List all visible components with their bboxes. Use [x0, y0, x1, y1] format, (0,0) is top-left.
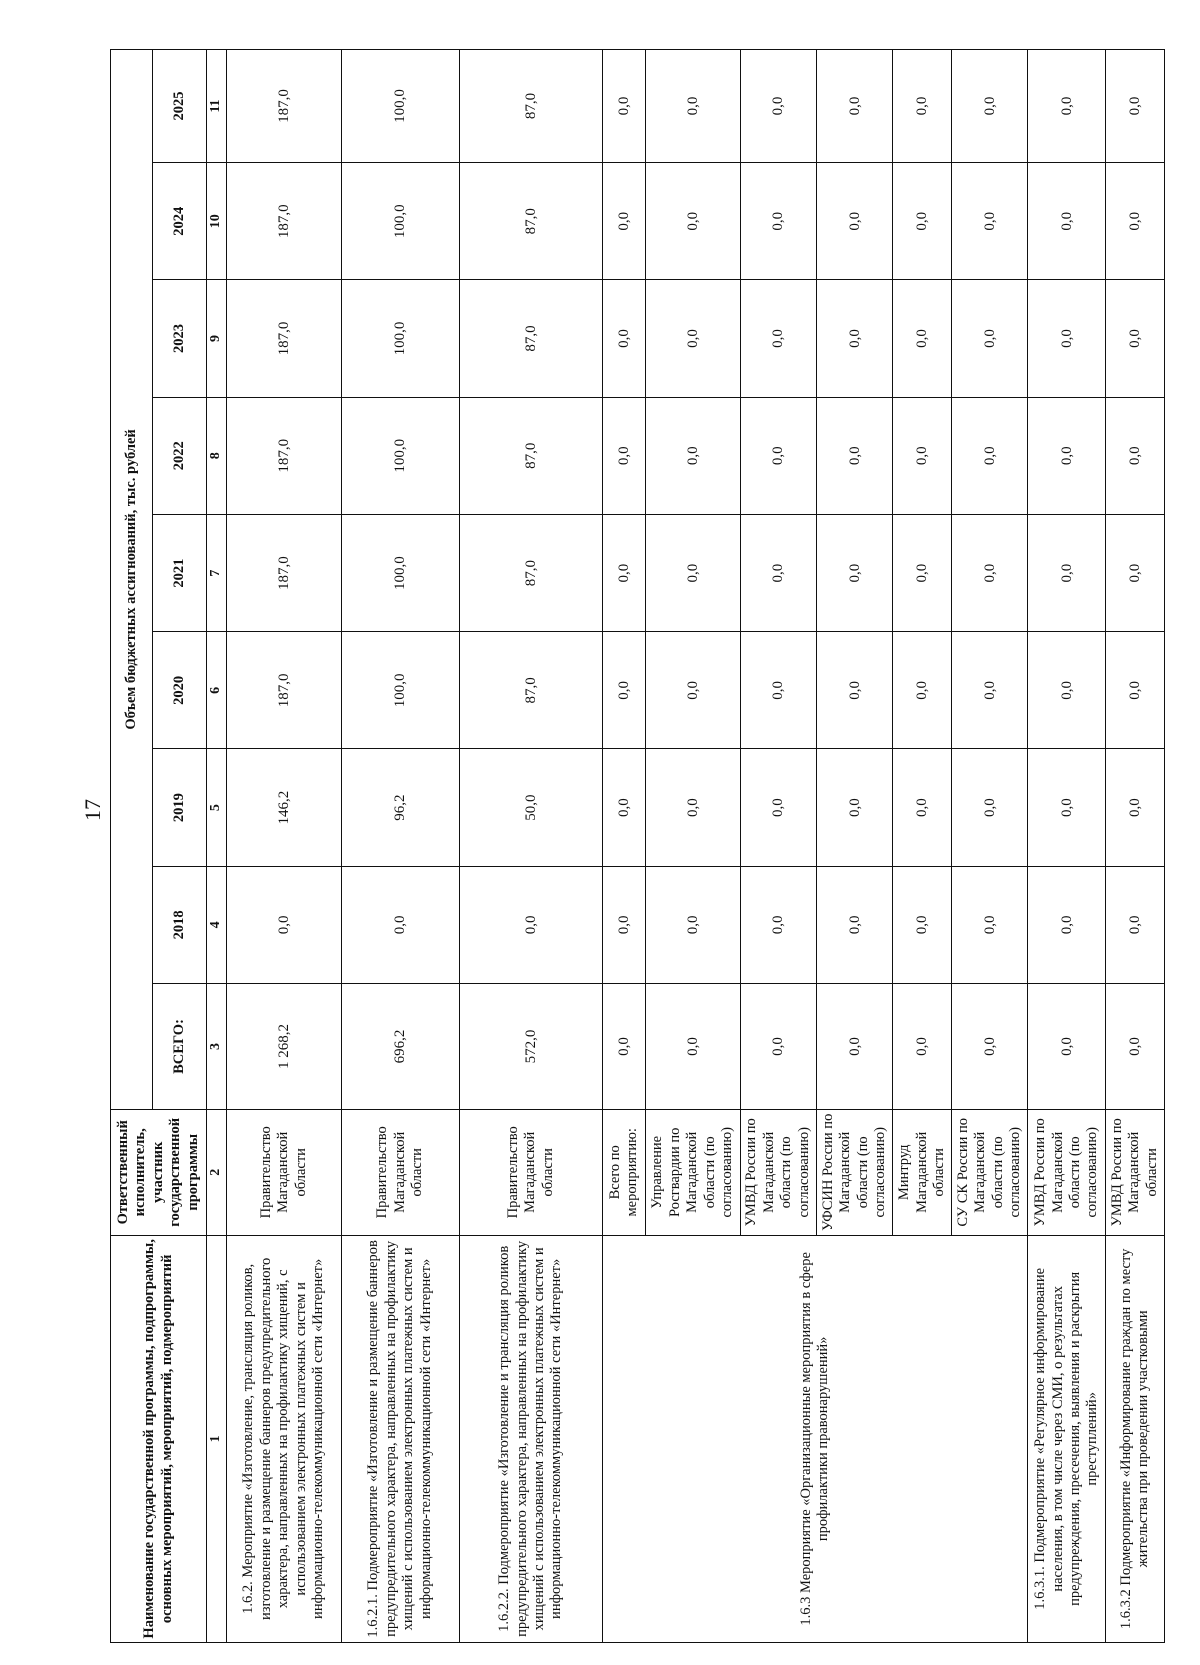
cell-value: 100,0: [341, 280, 459, 397]
cell-total: 0,0: [1106, 984, 1165, 1110]
header-year: 2023: [153, 280, 207, 397]
cell-total: 572,0: [459, 984, 603, 1110]
row-responsible: УМВД России по Магаданской области (по согласованию): [1028, 1109, 1106, 1235]
cell-value: 100,0: [341, 514, 459, 631]
cell-value: 0,0: [646, 514, 740, 631]
header-year: 2020: [153, 632, 207, 749]
col-index: 5: [207, 749, 227, 866]
cell-value: 0,0: [1106, 280, 1165, 397]
row-responsible: УМВД России по Магаданской области (по согласованию): [740, 1109, 816, 1235]
cell-value: 0,0: [1106, 163, 1165, 280]
cell-value: 0,0: [1028, 280, 1106, 397]
cell-value: 0,0: [459, 866, 603, 983]
cell-value: 0,0: [740, 397, 816, 514]
cell-value: 0,0: [1106, 866, 1165, 983]
cell-total: 696,2: [341, 984, 459, 1110]
header-total: ВСЕГО:: [153, 984, 207, 1110]
cell-value: 0,0: [1028, 749, 1106, 866]
cell-value: 0,0: [816, 50, 892, 163]
col-index: 10: [207, 163, 227, 280]
cell-value: 0,0: [816, 163, 892, 280]
cell-value: 0,0: [1106, 397, 1165, 514]
col-index: 9: [207, 280, 227, 397]
cell-total: 0,0: [893, 984, 952, 1110]
header-responsible: Ответственный исполнитель, участник государственной программы: [111, 1109, 207, 1235]
page-number: 17: [80, 799, 105, 821]
cell-value: 0,0: [952, 280, 1028, 397]
row-name: 1.6.2. Мероприятие «Изготовление, трансляция роликов, изготовление и размещение баннеров предупредительного характера, направленных на профилактику хищений, с использованием электронных платежных систем и информационно-телекоммуникационной сети «Интернет»: [227, 1235, 342, 1642]
cell-value: 100,0: [341, 50, 459, 163]
row-responsible: Управление Росгвардии по Магаданской области (по согласованию): [646, 1109, 740, 1235]
cell-total: 0,0: [740, 984, 816, 1110]
cell-value: 0,0: [1106, 50, 1165, 163]
cell-value: 0,0: [952, 632, 1028, 749]
table-row: [459, 50, 603, 1643]
col-index: 2: [207, 1109, 227, 1235]
cell-value: 0,0: [603, 50, 646, 163]
cell-total: 0,0: [1028, 984, 1106, 1110]
cell-value: 0,0: [227, 866, 342, 983]
cell-value: 0,0: [816, 749, 892, 866]
header-year: 2018: [153, 866, 207, 983]
cell-value: 0,0: [1028, 866, 1106, 983]
col-index: 4: [207, 866, 227, 983]
cell-value: 0,0: [646, 50, 740, 163]
row-name: 1.6.3.1. Подмероприятие «Регулярное информирование населения, в том числе через СМИ, о результатах предупреждения, пресечения, выявления и раскрытия преступлений»: [1028, 1235, 1106, 1642]
row-name: 1.6.3 Мероприятие «Организационные мероприятия в сфере профилактики правонарушений»: [603, 1235, 1028, 1642]
header-year: 2022: [153, 397, 207, 514]
cell-value: 0,0: [893, 50, 952, 163]
cell-total: 0,0: [952, 984, 1028, 1110]
cell-total: 0,0: [646, 984, 740, 1110]
cell-value: 146,2: [227, 749, 342, 866]
cell-value: 0,0: [816, 632, 892, 749]
cell-value: 187,0: [227, 514, 342, 631]
cell-value: 0,0: [816, 866, 892, 983]
cell-value: 87,0: [459, 280, 603, 397]
row-responsible: Правительство Магаданской области: [227, 1109, 342, 1235]
table-row: [341, 50, 459, 1643]
cell-value: 100,0: [341, 163, 459, 280]
cell-value: 0,0: [603, 632, 646, 749]
cell-value: 0,0: [341, 866, 459, 983]
cell-value: 87,0: [459, 632, 603, 749]
table-row: [603, 50, 646, 1643]
cell-value: 0,0: [740, 280, 816, 397]
cell-value: 0,0: [816, 280, 892, 397]
header-name: Наименование государственной программы, подпрограммы, основных мероприятий, мероприятий, подмероприятий: [111, 1235, 207, 1642]
cell-value: 87,0: [459, 514, 603, 631]
header-budget: Объем бюджетных ассигнований, тыс. рублей: [111, 50, 153, 1110]
row-responsible: Правительство Магаданской области: [341, 1109, 459, 1235]
cell-value: 0,0: [952, 50, 1028, 163]
cell-value: 0,0: [893, 163, 952, 280]
cell-value: 0,0: [740, 749, 816, 866]
cell-value: 0,0: [603, 397, 646, 514]
cell-value: 0,0: [1028, 163, 1106, 280]
cell-value: 0,0: [646, 397, 740, 514]
cell-value: 187,0: [227, 397, 342, 514]
cell-value: 0,0: [1106, 632, 1165, 749]
row-responsible: Минтруд Магаданской области: [893, 1109, 952, 1235]
col-index: 7: [207, 514, 227, 631]
table-row: [1106, 50, 1165, 1643]
cell-value: 50,0: [459, 749, 603, 866]
cell-value: 0,0: [1028, 50, 1106, 163]
cell-value: 0,0: [603, 749, 646, 866]
cell-value: 187,0: [227, 163, 342, 280]
cell-value: 0,0: [603, 280, 646, 397]
header-year: 2021: [153, 514, 207, 631]
cell-value: 0,0: [603, 866, 646, 983]
header-year: 2024: [153, 163, 207, 280]
cell-value: 0,0: [646, 163, 740, 280]
header-year: 2025: [153, 50, 207, 163]
cell-value: 0,0: [952, 749, 1028, 866]
cell-value: 96,2: [341, 749, 459, 866]
cell-value: 0,0: [952, 514, 1028, 631]
cell-value: 0,0: [646, 866, 740, 983]
row-name: 1.6.2.2. Подмероприятие «Изготовление и трансляция роликов предупредительного характера, направленных на профилактику хищений с использованием электронных платежных систем и информационно-телекоммуникационной сети «Интернет»: [459, 1235, 603, 1642]
table-row: [1028, 50, 1106, 1643]
cell-value: 87,0: [459, 397, 603, 514]
cell-value: 0,0: [740, 514, 816, 631]
table-row: [227, 50, 342, 1643]
col-index: 1: [207, 1235, 227, 1642]
cell-value: 0,0: [893, 866, 952, 983]
cell-value: 0,0: [740, 50, 816, 163]
cell-value: 0,0: [893, 514, 952, 631]
cell-value: 100,0: [341, 397, 459, 514]
row-name: 1.6.2.1. Подмероприятие «Изготовление и размещение баннеров предупредительного характера, направленных на профилактику хищений с использованием электронных платежных систем и информационно-телекоммуникационной сети «Интернет»: [341, 1235, 459, 1642]
cell-value: 0,0: [1028, 514, 1106, 631]
cell-value: 0,0: [952, 163, 1028, 280]
cell-total: 1 268,2: [227, 984, 342, 1110]
cell-total: 0,0: [603, 984, 646, 1110]
cell-value: 0,0: [603, 163, 646, 280]
cell-value: 0,0: [893, 749, 952, 866]
col-index: 3: [207, 984, 227, 1110]
cell-value: 100,0: [341, 632, 459, 749]
cell-value: 0,0: [603, 514, 646, 631]
cell-value: 0,0: [740, 632, 816, 749]
header-year: 2019: [153, 749, 207, 866]
cell-value: 187,0: [227, 632, 342, 749]
cell-total: 0,0: [816, 984, 892, 1110]
col-index: 11: [207, 50, 227, 163]
cell-value: 0,0: [646, 749, 740, 866]
cell-value: 0,0: [816, 397, 892, 514]
cell-value: 0,0: [893, 280, 952, 397]
cell-value: 0,0: [952, 397, 1028, 514]
cell-value: 0,0: [816, 514, 892, 631]
cell-value: 187,0: [227, 50, 342, 163]
cell-value: 87,0: [459, 50, 603, 163]
cell-value: 0,0: [893, 397, 952, 514]
cell-value: 0,0: [893, 632, 952, 749]
row-responsible: СУ СК России по Магаданской области (по согласованию): [952, 1109, 1028, 1235]
budget-table: [110, 49, 1165, 1643]
row-responsible: УФСИН России по Магаданской области (по согласованию): [816, 1109, 892, 1235]
row-responsible: Правительство Магаданской области: [459, 1109, 603, 1235]
cell-value: 0,0: [952, 866, 1028, 983]
row-responsible: Всего по мероприятию:: [603, 1109, 646, 1235]
rotated-table-container: [110, 49, 1165, 1643]
cell-value: 0,0: [1106, 749, 1165, 866]
cell-value: 0,0: [1028, 632, 1106, 749]
cell-value: 0,0: [1106, 514, 1165, 631]
row-name: 1.6.3.2 Подмероприятие «Информирование граждан по месту жительства при проведении участковыми: [1106, 1235, 1165, 1642]
cell-value: 0,0: [740, 163, 816, 280]
cell-value: 0,0: [740, 866, 816, 983]
cell-value: 187,0: [227, 280, 342, 397]
cell-value: 87,0: [459, 163, 603, 280]
row-responsible: УМВД России по Магаданской области: [1106, 1109, 1165, 1235]
cell-value: 0,0: [646, 632, 740, 749]
col-index: 6: [207, 632, 227, 749]
col-index: 8: [207, 397, 227, 514]
cell-value: 0,0: [1028, 397, 1106, 514]
cell-value: 0,0: [646, 280, 740, 397]
